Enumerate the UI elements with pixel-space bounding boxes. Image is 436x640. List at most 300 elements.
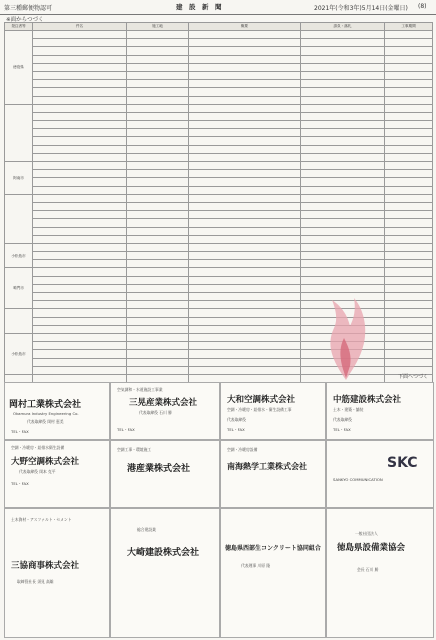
table-cell — [385, 358, 433, 366]
table-cell — [301, 202, 385, 210]
table-cell — [385, 162, 433, 170]
flame-illustration — [322, 290, 370, 382]
table-cell — [189, 309, 301, 317]
table-cell — [189, 39, 301, 47]
table-cell — [33, 129, 127, 137]
company-subtitle: 空調・冷暖房・給排水・衛生設備工事 — [227, 407, 292, 412]
table-cell — [189, 170, 301, 178]
table-row — [5, 170, 433, 178]
table-cell — [33, 309, 127, 317]
table-row — [5, 55, 433, 63]
table-cell — [189, 276, 301, 284]
table-row — [5, 88, 433, 96]
table-cell — [33, 162, 127, 170]
table-row — [5, 39, 433, 47]
table-cell — [301, 96, 385, 104]
table-cell — [189, 317, 301, 325]
table-row — [5, 219, 433, 227]
table-cell — [127, 284, 189, 292]
issue-date: 2021年(令和3年)5月14日(金曜日) — [314, 5, 408, 12]
table-cell — [385, 80, 433, 88]
table-cell — [189, 243, 301, 251]
table-cell — [189, 121, 301, 129]
table-cell — [189, 55, 301, 63]
table-cell — [33, 88, 127, 96]
table-cell — [127, 47, 189, 55]
table-cell — [127, 243, 189, 251]
table-cell — [33, 317, 127, 325]
table-cell — [127, 293, 189, 301]
table-cell — [127, 194, 189, 202]
table-row — [5, 121, 433, 129]
table-cell — [385, 342, 433, 350]
table-cell — [127, 31, 189, 39]
company-name: 徳島県西部生コンクリート協同組合 — [225, 545, 321, 552]
table-row — [5, 227, 433, 235]
table-cell — [301, 276, 385, 284]
table-row — [5, 129, 433, 137]
representative: 代表取締役 — [333, 417, 352, 422]
postal-note: 第三種郵便物認可 — [4, 5, 53, 12]
table-cell — [301, 260, 385, 268]
company-subtitle: 土木資材・アスファルト・セメント — [11, 517, 72, 522]
table-cell — [127, 358, 189, 366]
table-cell — [33, 202, 127, 210]
company-subtitle: 空調・冷暖房設備 — [227, 447, 258, 452]
table-cell — [33, 194, 127, 202]
representative: 取締役社長 須見 高雄 — [17, 579, 54, 584]
table-cell — [189, 112, 301, 120]
orderer-cell: 小松島市 — [5, 243, 33, 268]
table-cell — [189, 145, 301, 153]
table-cell — [301, 186, 385, 194]
table-cell — [189, 235, 301, 243]
table-cell — [385, 39, 433, 47]
table-cell — [189, 178, 301, 186]
table-row — [5, 252, 433, 260]
table-cell — [189, 333, 301, 341]
table-cell — [385, 235, 433, 243]
company-subtitle: 空調工事・環境施工 — [117, 447, 152, 452]
table-row — [5, 31, 433, 39]
table-cell — [127, 55, 189, 63]
table-row — [5, 211, 433, 219]
contact: TEL・FAX — [333, 427, 351, 432]
company-name: 大和空調株式会社 — [227, 395, 296, 405]
contact: TEL・FAX — [11, 429, 29, 434]
table-cell — [33, 47, 127, 55]
table-row — [5, 276, 433, 284]
representative: 代表取締役 岡村 恵美 — [27, 419, 64, 424]
table-cell — [127, 145, 189, 153]
representative: 会長 石川 勝 — [357, 567, 379, 572]
table-row — [5, 178, 433, 186]
table-cell — [385, 47, 433, 55]
table-cell — [127, 325, 189, 333]
company-subtitle: 空調・冷暖房・給排水衛生設備 — [11, 445, 65, 450]
table-cell — [127, 227, 189, 235]
table-cell — [301, 162, 385, 170]
table-row — [5, 235, 433, 243]
table-cell — [189, 47, 301, 55]
table-cell — [301, 227, 385, 235]
table-cell — [127, 276, 189, 284]
table-cell — [189, 219, 301, 227]
table-row — [5, 63, 433, 71]
table-cell — [127, 104, 189, 112]
table-cell — [33, 170, 127, 178]
table-cell — [33, 342, 127, 350]
table-cell — [127, 137, 189, 145]
masthead — [0, 0, 436, 15]
orderer-cell: 小松島市 — [5, 333, 33, 374]
table-cell — [301, 170, 385, 178]
table-cell — [189, 202, 301, 210]
company-subtitle: 一般社団法人 — [355, 531, 378, 536]
table-cell — [385, 96, 433, 104]
table-cell — [385, 170, 433, 178]
table-cell — [33, 350, 127, 358]
table-cell — [127, 366, 189, 374]
table-row — [5, 153, 433, 161]
company-name: SKC — [387, 455, 418, 471]
table-cell — [33, 137, 127, 145]
table-cell — [127, 317, 189, 325]
table-cell — [189, 96, 301, 104]
table-cell — [385, 104, 433, 112]
ad-setsubi-kyokai — [326, 508, 434, 638]
table-cell — [301, 55, 385, 63]
table-cell — [127, 178, 189, 186]
orderer-cell: 鳴門市 — [5, 268, 33, 309]
table-cell — [301, 178, 385, 186]
table-cell — [301, 211, 385, 219]
table-cell — [385, 333, 433, 341]
table-cell — [385, 317, 433, 325]
column-header: 請負・落札 — [301, 23, 385, 31]
table-cell — [189, 162, 301, 170]
table-cell — [127, 268, 189, 276]
table-cell — [301, 80, 385, 88]
table-cell — [127, 121, 189, 129]
ad-osaki — [110, 508, 220, 638]
company-name: 岡村工業株式会社 — [9, 400, 82, 410]
table-cell — [385, 325, 433, 333]
table-cell — [385, 284, 433, 292]
table-cell — [385, 121, 433, 129]
table-cell — [33, 121, 127, 129]
representative: 代表理事 川原 隆 — [241, 563, 270, 568]
table-cell — [33, 276, 127, 284]
table-cell — [127, 211, 189, 219]
representative: 代表取締役 岡本 克平 — [19, 469, 56, 474]
table-cell — [301, 71, 385, 79]
table-cell — [385, 31, 433, 39]
table-cell — [127, 202, 189, 210]
table-cell — [127, 342, 189, 350]
table-cell — [189, 358, 301, 366]
ad-skc — [326, 440, 434, 508]
table-cell — [127, 88, 189, 96]
table-cell — [127, 252, 189, 260]
table-cell — [33, 39, 127, 47]
table-cell — [127, 235, 189, 243]
table-cell — [385, 88, 433, 96]
table-cell — [189, 137, 301, 145]
contact: TEL・FAX — [11, 481, 29, 486]
table-cell — [385, 63, 433, 71]
table-cell — [127, 162, 189, 170]
table-cell — [189, 31, 301, 39]
table-cell — [127, 333, 189, 341]
table-row — [5, 47, 433, 55]
table-row — [5, 104, 433, 112]
table-cell — [127, 350, 189, 358]
table-cell — [385, 145, 433, 153]
table-cell — [189, 366, 301, 374]
table-cell — [385, 202, 433, 210]
table-cell — [385, 293, 433, 301]
company-name: 三晃産業株式会社 — [129, 398, 198, 408]
table-cell — [189, 104, 301, 112]
table-row — [5, 186, 433, 194]
table-cell — [385, 276, 433, 284]
table-row — [5, 80, 433, 88]
table-cell — [127, 170, 189, 178]
table-cell — [33, 252, 127, 260]
table-header-row — [5, 23, 433, 31]
ad-seibu-concrete — [220, 508, 326, 638]
table-cell — [33, 55, 127, 63]
table-cell — [127, 129, 189, 137]
table-cell — [33, 153, 127, 161]
table-cell — [33, 80, 127, 88]
company-name: 大崎建設株式会社 — [127, 548, 200, 558]
table-cell — [189, 268, 301, 276]
table-cell — [189, 301, 301, 309]
table-cell — [385, 186, 433, 194]
company-name: 大野空調株式会社 — [11, 457, 80, 467]
table-cell — [33, 268, 127, 276]
table-row — [5, 71, 433, 79]
orderer-cell — [5, 309, 33, 334]
company-name: 港産業株式会社 — [127, 464, 191, 474]
table-row — [5, 202, 433, 210]
table-cell — [127, 80, 189, 88]
table-row — [5, 243, 433, 251]
table-cell — [385, 55, 433, 63]
table-row — [5, 96, 433, 104]
table-cell — [127, 39, 189, 47]
company-subtitle: Okamura Industry Engineering Co. — [13, 411, 79, 416]
ad-nankai — [220, 440, 326, 508]
table-cell — [385, 211, 433, 219]
table-cell — [385, 227, 433, 235]
table-cell — [301, 137, 385, 145]
table-cell — [385, 350, 433, 358]
ad-sanko — [110, 382, 220, 440]
table-cell — [385, 268, 433, 276]
column-header: 発注者等 — [5, 23, 33, 31]
next-page-note: 下面へつづく — [397, 374, 428, 380]
table-cell — [301, 104, 385, 112]
table-cell — [33, 219, 127, 227]
table-cell — [127, 112, 189, 120]
table-cell — [33, 243, 127, 251]
table-cell — [189, 63, 301, 71]
table-cell — [301, 235, 385, 243]
column-header: 件名 — [33, 23, 127, 31]
company-name: 中筋建設株式会社 — [333, 395, 402, 405]
table-cell — [33, 104, 127, 112]
ad-okamura — [4, 382, 110, 440]
table-cell — [127, 219, 189, 227]
ad-yamato — [220, 382, 326, 440]
table-cell — [127, 186, 189, 194]
orderer-cell — [5, 104, 33, 161]
representative: 代表取締役 石川 勝 — [139, 410, 172, 415]
column-header: 工事期間 — [385, 23, 433, 31]
ad-minato — [110, 440, 220, 508]
table-cell — [385, 260, 433, 268]
table-cell — [33, 358, 127, 366]
table-cell — [385, 71, 433, 79]
ad-sankyo-shoji — [4, 508, 110, 638]
table-row — [5, 260, 433, 268]
table-cell — [301, 252, 385, 260]
table-cell — [385, 252, 433, 260]
table-cell — [385, 137, 433, 145]
table-cell — [33, 235, 127, 243]
company-subtitle: SANKYO COMMUNICATION — [333, 477, 383, 482]
page-number: (8) — [418, 3, 427, 10]
table-cell — [33, 366, 127, 374]
table-row — [5, 145, 433, 153]
table-cell — [385, 153, 433, 161]
table-row — [5, 112, 433, 120]
table-cell — [33, 186, 127, 194]
table-cell — [301, 153, 385, 161]
table-cell — [189, 129, 301, 137]
table-cell — [189, 211, 301, 219]
table-cell — [127, 71, 189, 79]
table-cell — [127, 260, 189, 268]
orderer-cell: 阿南市 — [5, 162, 33, 195]
table-cell — [301, 88, 385, 96]
company-name: 南海熱学工業株式会社 — [227, 462, 307, 471]
company-subtitle: 総合建設業 — [137, 527, 156, 532]
table-cell — [127, 309, 189, 317]
table-cell — [301, 194, 385, 202]
table-cell — [301, 39, 385, 47]
table-cell — [301, 243, 385, 251]
table-cell — [189, 342, 301, 350]
table-cell — [33, 178, 127, 186]
table-cell — [385, 112, 433, 120]
table-cell — [301, 121, 385, 129]
table-cell — [301, 112, 385, 120]
ad-ohno — [4, 440, 110, 508]
table-cell — [33, 96, 127, 104]
advertisement-section — [4, 382, 432, 638]
table-cell — [385, 129, 433, 137]
table-cell — [189, 88, 301, 96]
table-cell — [33, 293, 127, 301]
table-cell — [301, 219, 385, 227]
table-row — [5, 268, 433, 276]
table-cell — [301, 145, 385, 153]
table-cell — [127, 63, 189, 71]
table-row — [5, 194, 433, 202]
table-cell — [189, 71, 301, 79]
table-cell — [385, 194, 433, 202]
company-name: 徳島県設備業協会 — [337, 543, 406, 553]
table-cell — [301, 47, 385, 55]
table-cell — [301, 31, 385, 39]
orderer-cell: 徳島県 — [5, 31, 33, 105]
table-cell — [33, 227, 127, 235]
newspaper-title: 建 設 新 聞 — [176, 3, 222, 11]
contact: TEL・FAX — [227, 427, 245, 432]
table-cell — [301, 63, 385, 71]
contact: TEL・FAX — [117, 427, 135, 432]
ad-nakasuji — [326, 382, 434, 440]
column-header: 概要 — [189, 23, 301, 31]
table-cell — [33, 301, 127, 309]
table-cell — [385, 301, 433, 309]
table-cell — [33, 63, 127, 71]
table-cell — [385, 178, 433, 186]
table-cell — [127, 96, 189, 104]
continued-note: ※面からつづく — [6, 17, 44, 23]
table-row — [5, 162, 433, 170]
table-cell — [33, 325, 127, 333]
table-cell — [127, 153, 189, 161]
table-cell — [189, 252, 301, 260]
table-cell — [189, 194, 301, 202]
table-cell — [189, 186, 301, 194]
table-cell — [385, 243, 433, 251]
company-name: 三協商事株式会社 — [11, 561, 80, 571]
table-cell — [385, 219, 433, 227]
table-cell — [33, 71, 127, 79]
table-cell — [189, 284, 301, 292]
table-cell — [189, 293, 301, 301]
table-cell — [127, 301, 189, 309]
company-subtitle: 空気調和・水道施設工事業 — [117, 387, 163, 392]
table-cell — [33, 260, 127, 268]
table-cell — [189, 350, 301, 358]
company-subtitle: 土木・建築・舗装 — [333, 407, 364, 412]
table-cell — [33, 31, 127, 39]
table-cell — [189, 153, 301, 161]
table-cell — [385, 309, 433, 317]
table-cell — [33, 211, 127, 219]
table-cell — [33, 284, 127, 292]
table-cell — [189, 260, 301, 268]
table-cell — [301, 129, 385, 137]
table-cell — [189, 80, 301, 88]
table-cell — [33, 333, 127, 341]
orderer-cell — [5, 194, 33, 243]
table-cell — [33, 145, 127, 153]
table-row — [5, 137, 433, 145]
representative: 代表取締役 — [227, 417, 246, 422]
table-cell — [189, 227, 301, 235]
table-cell — [301, 268, 385, 276]
table-cell — [33, 112, 127, 120]
table-cell — [189, 325, 301, 333]
